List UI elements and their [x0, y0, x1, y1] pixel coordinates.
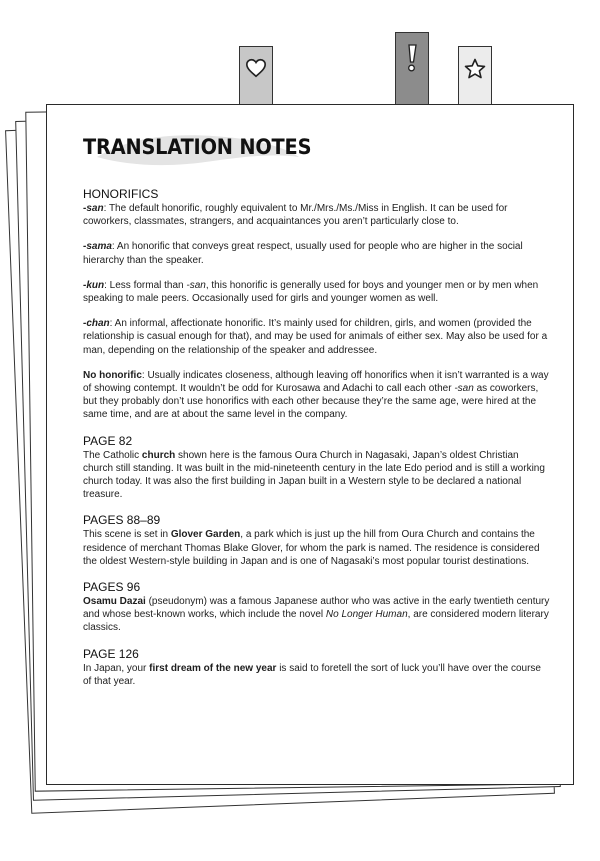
note-paragraph: The Catholic church shown here is the famous Oura Church in Nagasaki, Japan’s oldest Christian church still standing. It was built in the mid-nineteenth century in the late Edo period and is still a working church today. It was also the first building in Japan built in a Western style to be declared a national treasure. — [83, 449, 545, 501]
page-content — [83, 135, 551, 700]
heart-icon — [245, 57, 267, 79]
bookmark-tab-exclamation — [395, 32, 429, 106]
exclamation-icon — [404, 43, 420, 73]
star-icon — [463, 57, 487, 81]
honorific-sama: -sama: An honorific that conveys great respect, usually used for people who are higher in the social hierarchy than the speaker. — [83, 241, 523, 266]
page-title: TRANSLATION NOTES — [83, 135, 312, 159]
honorific-san: -san: The default honorific, roughly equivalent to Mr./Mrs./Ms./Miss in English. It can be used for coworkers, classmates, strangers, and acquaintances you aren’t particularly close to. — [83, 203, 508, 228]
honorific-kun: -kun: Less formal than -san, this honorific is generally used for boys and younger men or by men when speaking to male peers. Occasionally used for girls and younger women as well. — [83, 279, 539, 305]
title-block — [83, 135, 551, 171]
note-paragraph: This scene is set in Glover Garden, a park which is just up the hill from Oura Church and contains the residence of merchant Thomas Blake Glover, for whom the park is named. The residence is considered the oldest Western-style building in Japan and is one of Nagasaki’s most popular tourist destinations. — [83, 529, 540, 567]
translation-notes-page — [46, 104, 574, 785]
bookmark-tab-star — [458, 46, 492, 106]
section-heading: PAGES 88–89 — [83, 513, 161, 528]
no-honorific: No honorific: Usually indicates closeness, although leaving off honorifics when it isn’t warranted is a way of showing contempt. It wouldn’t be odd for Kurosawa and Adachi to call each other -san as coworkers, but they probably don’t use honorifics with each other because they’re the same age, were hired at the same time, and are at about the same level in the company. — [83, 369, 549, 421]
note-paragraph: Osamu Dazai (pseudonym) was a famous Japanese author who was active in the early twentieth century and whose best-known works, which include the novel No Longer Human, are considered modern literary classics. — [83, 596, 550, 634]
section-heading: PAGE 126 — [83, 646, 139, 661]
section-heading: HONORIFICS — [83, 187, 159, 201]
note-paragraph: In Japan, your first dream of the new year is said to foretell the sort of luck you’ll have over the course of that year. — [83, 662, 541, 687]
section-heading: PAGES 96 — [83, 580, 141, 595]
honorific-chan: -chan: An informal, affectionate honorific. It’s mainly used for children, girls, and women (provided the relationship is casual enough for that), and may be used for animals of either sex. May also be used for a man, depending on the relationship of the speaker and addressee. — [83, 318, 548, 356]
section-heading: PAGE 82 — [83, 433, 133, 448]
bookmark-tab-heart — [239, 46, 273, 106]
